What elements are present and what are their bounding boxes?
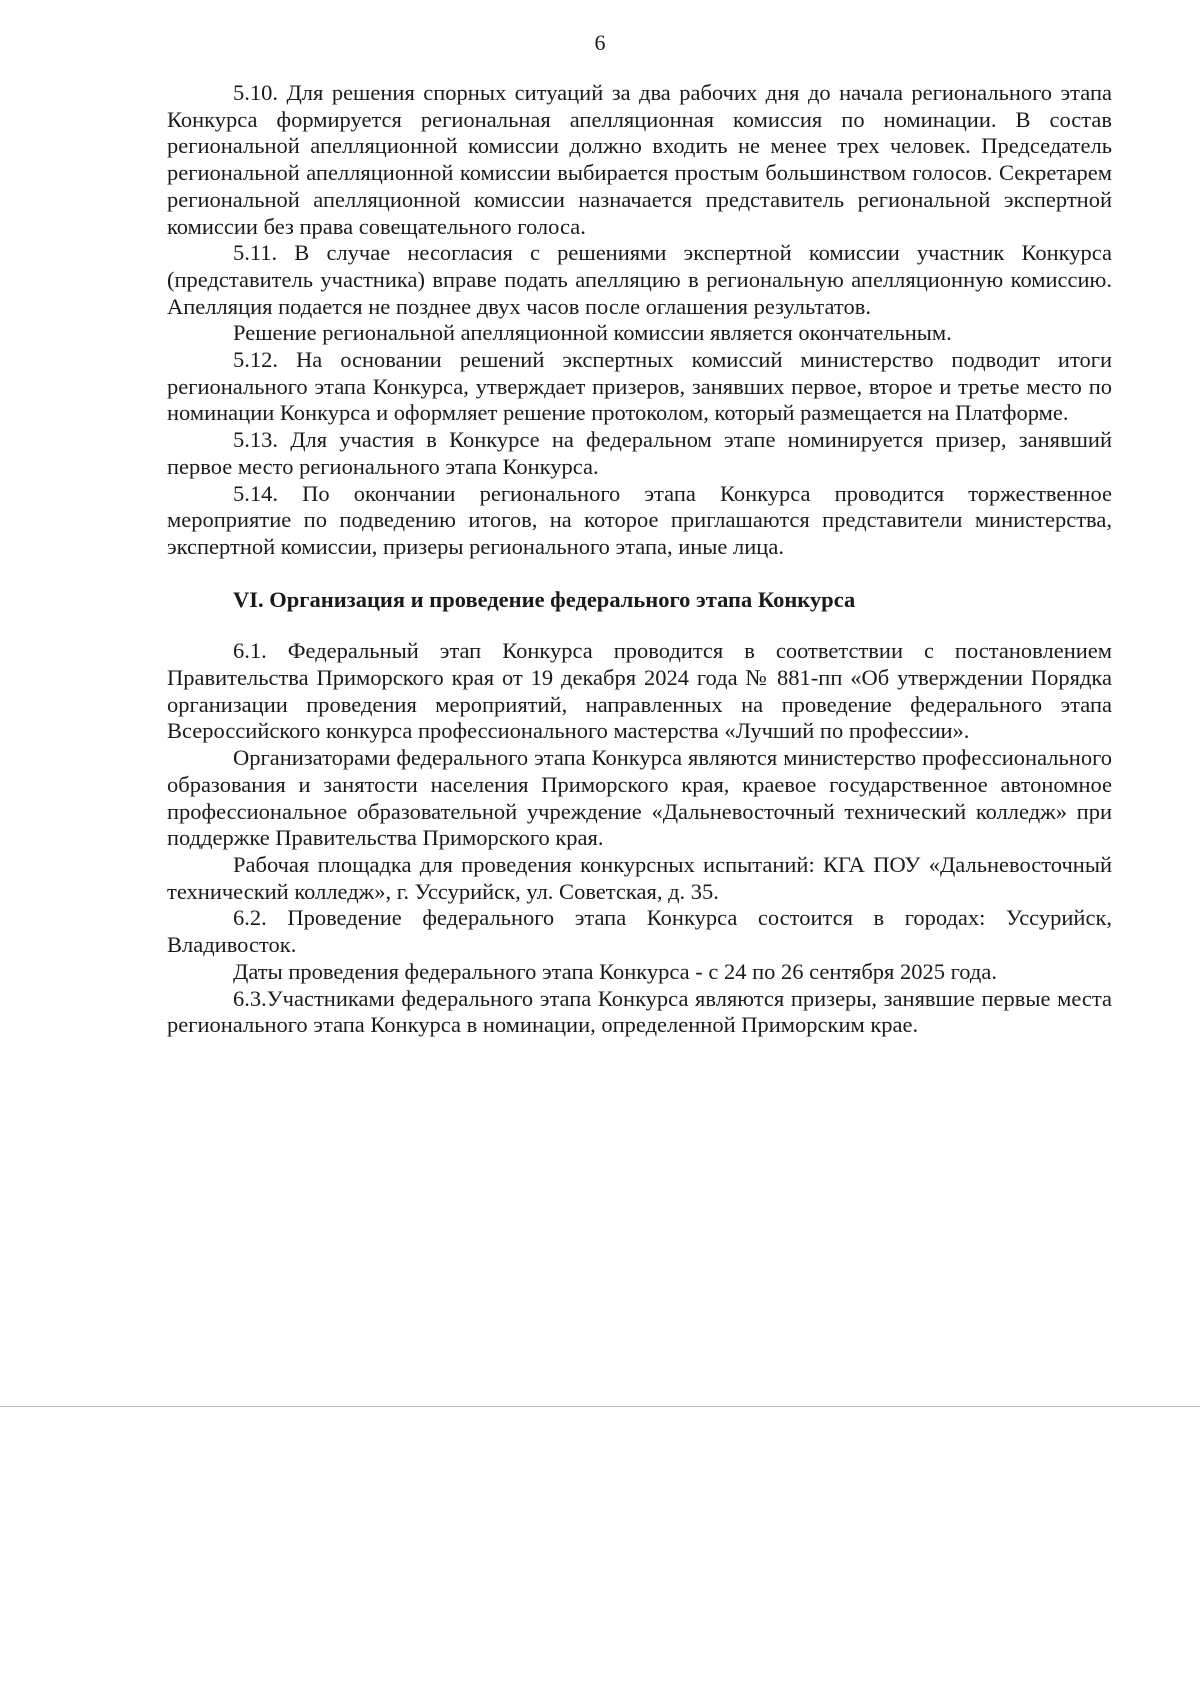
paragraph-6-3: 6.3.Участниками федерального этапа Конкурса являются призеры, занявшие первые места регионального этапа Конкурса в номинации, определенной Приморским крае. [167,985,1112,1038]
paragraph-5-11: 5.11. В случае несогласия с решениями экспертной комиссии участник Конкурса (представитель участника) вправе подать апелляцию в региональную апелляционную комиссию. Апелляция подается не позднее двух часов после оглашения результатов. [167,240,1112,319]
section-6-heading: VI. Организация и проведение федерального этапа Конкурса [233,586,856,612]
paragraph-5-11-decision: Решение региональной апелляционной комиссии является окончательным. [233,320,952,346]
paragraph-5-13: 5.13. Для участия в Конкурсе на федеральном этапе номинируется призер, занявший первое место регионального этапа Конкурса. [167,427,1112,479]
paragraph-6-1-venue: Рабочая площадка для проведения конкурсных испытаний: КГА ПОУ «Дальневосточный технический колледж», г. Уссурийск, ул. Советская, д. 35. [167,851,1112,904]
paragraph-6-1: 6.1. Федеральный этап Конкурса проводится в соответствии с постановлением Правительства Приморского края от 19 декабря 2024 года № 881-пп «Об утверждении Порядка организации проведения мероприятий, направленных на проведение федерального этапа Всероссийского конкурса профессионального мастерства «Лучший по профессии». [167,638,1112,744]
paragraph-5-12: 5.12. На основании решений экспертных комиссий министерство подводит итоги регионального этапа Конкурса, утверждает призеров, занявших первое, второе и третье место по номинации Конкурса и оформляет решение протоколом, который размещается на Платформе. [167,347,1112,426]
paragraph-6-1-organizers: Организаторами федерального этапа Конкурса являются министерство профессионального образования и занятости населения Приморского края, краевое государственное автономное профессиональное образовательной учреждение «Дальневосточный технический колледж» при поддержке Правительства Приморского края. [167,745,1112,851]
paragraph-5-14: 5.14. По окончании регионального этапа Конкурса проводится торжественное мероприятие по подведению итогов, на которое приглашаются представители министерства, экспертной комиссии, призеры регионального этапа, иные лица. [167,480,1112,559]
document-body [167,80,1112,1039]
page-number: 6 [594,30,606,55]
page-bottom-rule [0,1406,1200,1408]
paragraph-6-2-dates: Даты проведения федерального этапа Конкурса - с 24 по 26 сентября 2025 года. [233,958,997,984]
paragraph-6-2: 6.2. Проведение федерального этапа Конкурса состоится в городах: Уссурийск, Владивосток. [167,905,1112,958]
paragraph-5-10: 5.10. Для решения спорных ситуаций за два рабочих дня до начала регионального этапа Конкурса формируется региональная апелляционная комиссия по номинации. В состав региональной апелляционной комиссии должно входить не менее трех человек. Председатель региональной апелляционной комиссии выбирается простым большинством голосов. Секретарем региональной апелляционной комиссии назначается представитель региональной экспертной комиссии без права совещательного голоса. [167,80,1112,239]
